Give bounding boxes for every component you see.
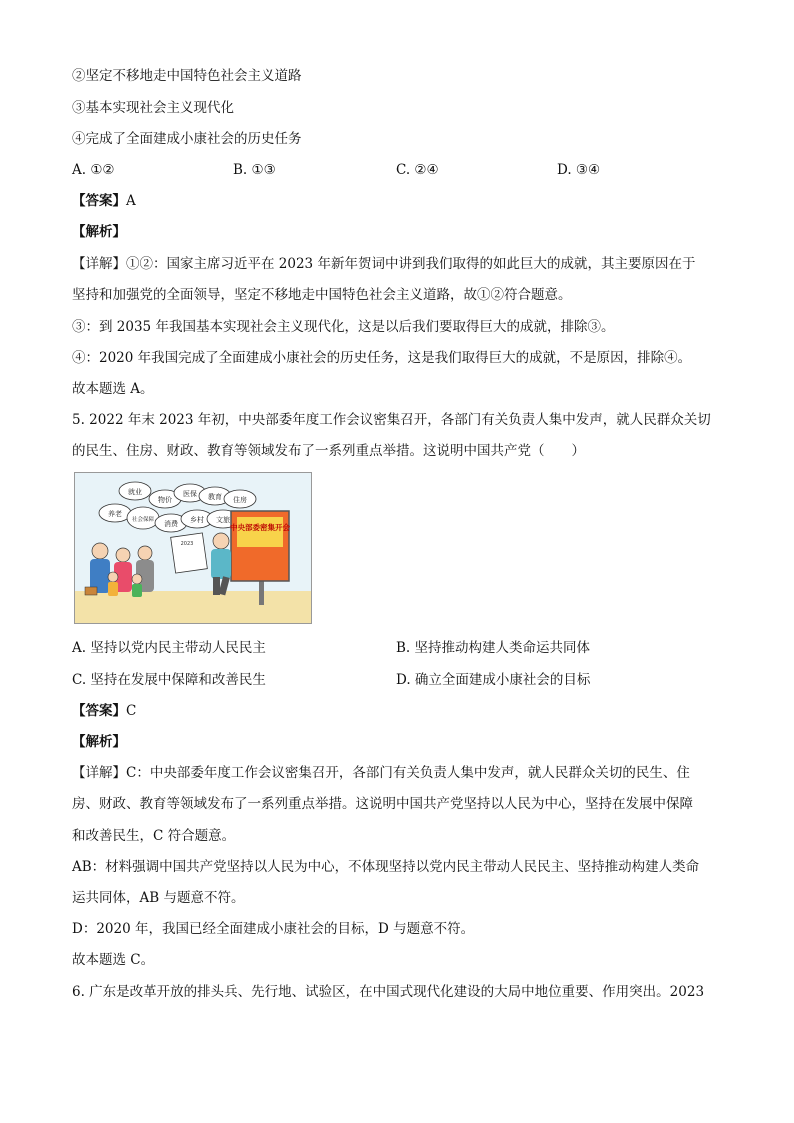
q5-detail-line: AB：材料强调中国共产党坚持以人民为中心，不体现坚持以党内民主带动人民民主、坚持推动构建人类命 — [72, 859, 700, 875]
q5-option-d: D. 确立全面建成小康社会的目标 — [396, 672, 591, 688]
bubble-text: 消费 — [164, 520, 178, 528]
q5-detail-line: 房、财政、教育等领域发布了一系列重点举措。这说明中国共产党坚持以人民为中心，坚持在发展中保障 — [72, 796, 693, 812]
q4-detail-line: 坚持和加强党的全面领导，坚定不移地走中国特色社会主义道路，故①②符合题意。 — [72, 287, 572, 303]
q5-answer-line — [72, 701, 136, 721]
q4-detail-line: 【详解】①②：国家主席习近平在 2023 年新年贺词中讲到我们取得的如此巨大的成就，其主要原因在于 — [72, 256, 696, 272]
q5-stem-line: 5. 2022 年末 2023 年初，中央部委年度工作会议密集召开，各部门有关负责人集中发声，就人民群众关切 — [72, 412, 711, 428]
q4-option-a: A. ①② — [72, 162, 115, 178]
q4-detail-line: 故本题选 A。 — [72, 381, 154, 397]
q4-option-d: D. ③④ — [557, 162, 601, 178]
q4-detail-line: ④：2020 年我国完成了全面建成小康社会的历史任务，这是我们取得巨大的成就，不是原因，排除④。 — [72, 350, 692, 366]
cartoon-illustration — [74, 472, 312, 624]
q4-option-c: C. ②④ — [396, 162, 439, 178]
q5-option-c: C. 坚持在发展中保障和改善民生 — [72, 672, 266, 688]
q5-stem-line: 的民生、住房、财政、教育等领域发布了一系列重点举措。这说明中国共产党（ ） — [72, 443, 585, 459]
q5-detail-line: 和改善民生，C 符合题意。 — [72, 828, 236, 844]
bubble-text: 乡村 — [190, 516, 204, 524]
paper-text: 2023 — [180, 541, 194, 547]
q5-detail-line: 运共同体，AB 与题意不符。 — [72, 890, 245, 906]
q5-analysis-tag: 【解析】 — [72, 734, 126, 750]
q4-item-3: ③基本实现社会主义现代化 — [72, 100, 234, 116]
bubble-text: 物价 — [158, 496, 172, 504]
billboard-panel — [237, 517, 283, 547]
q4-analysis-tag: 【解析】 — [72, 224, 126, 240]
q5-detail-line: 故本题选 C。 — [72, 952, 155, 968]
cartoon-svg — [75, 473, 311, 623]
q4-option-b: B. ①③ — [233, 162, 276, 178]
bubble-text: 社会保障 — [131, 517, 155, 523]
q4-answer-line — [72, 191, 136, 211]
bubble-text: 就业 — [128, 488, 142, 496]
bubble-text: 医保 — [183, 490, 197, 498]
q4-detail-line: ③：到 2035 年我国基本实现社会主义现代化，这是以后我们要取得巨大的成就，排除③。 — [72, 319, 615, 335]
q5-detail-line: D：2020 年，我国已经全面建成小康社会的目标，D 与题意不符。 — [72, 921, 475, 937]
answer-tag: 【答案】 — [72, 703, 126, 719]
q4-answer: A — [126, 193, 136, 209]
bubble-text: 住房 — [233, 496, 247, 504]
answer-tag: 【答案】 — [72, 193, 126, 209]
q6-stem-line: 6. 广东是改革开放的排头兵、先行地、试验区，在中国式现代化建设的大局中地位重要、作用突出。2023 — [72, 984, 705, 1000]
q4-item-2: ②坚定不移地走中国特色社会主义道路 — [72, 68, 302, 84]
q5-detail-line: 【详解】C：中央部委年度工作会议密集召开，各部门有关负责人集中发声，就人民群众关切的民生、住 — [72, 765, 690, 781]
bubble-text: 文旅 — [216, 516, 230, 524]
bubble-text: 养老 — [108, 510, 122, 518]
q5-option-b: B. 坚持推动构建人类命运共同体 — [396, 640, 591, 656]
family-figures — [85, 543, 154, 597]
bubble-text: 教育 — [208, 493, 222, 501]
official-figure — [171, 533, 231, 595]
q4-item-4: ④完成了全面建成小康社会的历史任务 — [72, 131, 302, 147]
billboard-text: 中央部委密集开会 — [230, 523, 290, 532]
q5-answer: C — [126, 703, 137, 719]
q5-option-a: A. 坚持以党内民主带动人民民主 — [72, 640, 266, 656]
